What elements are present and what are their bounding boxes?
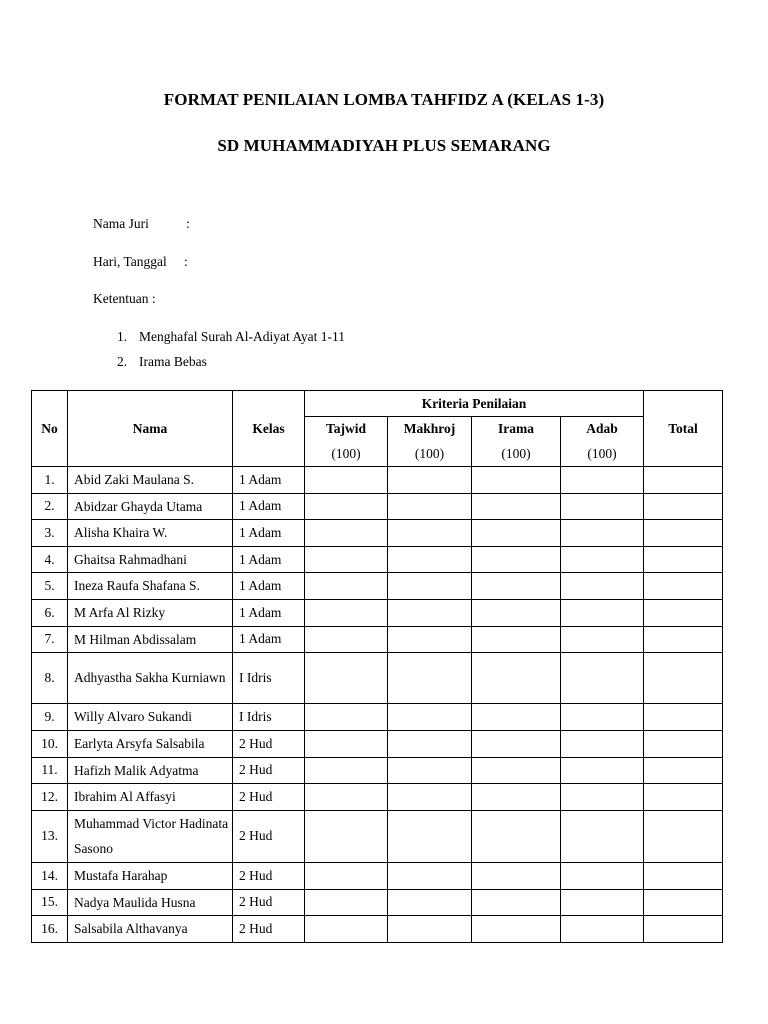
table-row [32, 546, 723, 573]
rule-text: Menghafal Surah Al-Adiyat Ayat 1-11 [139, 329, 345, 344]
score-adab-cell[interactable] [561, 626, 644, 653]
row-number: 8. [32, 653, 68, 704]
score-irama-cell[interactable] [472, 573, 561, 600]
score-irama-cell[interactable] [472, 862, 561, 889]
row-number: 12. [32, 784, 68, 811]
row-number: 16. [32, 916, 68, 943]
table-row [32, 493, 723, 520]
participant-name: Nadya Maulida Husna [68, 889, 233, 916]
participant-class: 1 Adam [233, 599, 305, 626]
judge-name-label: Nama Juri [93, 216, 149, 231]
score-tajwid-cell[interactable] [305, 520, 388, 547]
score-tajwid-cell[interactable] [305, 757, 388, 784]
score-tajwid-cell[interactable] [305, 467, 388, 494]
score-adab-cell[interactable] [561, 546, 644, 573]
score-tajwid-cell[interactable] [305, 916, 388, 943]
score-makhroj-cell[interactable] [388, 493, 472, 520]
rule-item [117, 329, 345, 345]
date-separator: : [184, 254, 188, 269]
judge-name-separator: : [186, 216, 190, 231]
participant-class: 2 Hud [233, 889, 305, 916]
score-makhroj-cell[interactable] [388, 730, 472, 757]
col-header-nama: Nama [68, 391, 233, 467]
score-irama-cell[interactable] [472, 626, 561, 653]
score-irama-cell[interactable] [472, 704, 561, 731]
score-irama-cell[interactable] [472, 467, 561, 494]
participant-name: Ineza Raufa Shafana S. [68, 573, 233, 600]
score-total-cell[interactable] [644, 573, 723, 600]
criteria-header-tajwid: Tajwid [305, 417, 388, 442]
participant-class: 1 Adam [233, 546, 305, 573]
score-makhroj-cell[interactable] [388, 704, 472, 731]
col-header-no: No [32, 391, 68, 467]
score-adab-cell[interactable] [561, 730, 644, 757]
score-makhroj-cell[interactable] [388, 889, 472, 916]
score-tajwid-cell[interactable] [305, 862, 388, 889]
participant-name: Adhyastha Sakha Kurniawn [68, 653, 233, 704]
document-title: FORMAT PENILAIAN LOMBA TAHFIDZ A (KELAS 1-3) [163, 90, 605, 109]
criteria-max-adab: (100) [561, 442, 644, 467]
participant-name: Abidzar Ghayda Utama [68, 493, 233, 520]
table-row [32, 520, 723, 547]
score-tajwid-cell[interactable] [305, 784, 388, 811]
score-makhroj-cell[interactable] [388, 467, 472, 494]
score-total-cell[interactable] [644, 862, 723, 889]
participant-class: 2 Hud [233, 916, 305, 943]
school-name: SD MUHAMMADIYAH PLUS SEMARANG [217, 136, 551, 155]
rule-text: Irama Bebas [139, 354, 207, 369]
score-tajwid-cell[interactable] [305, 599, 388, 626]
participant-name: Abid Zaki Maulana S. [68, 467, 233, 494]
score-irama-cell[interactable] [472, 916, 561, 943]
participant-class: I Idris [233, 704, 305, 731]
score-makhroj-cell[interactable] [388, 546, 472, 573]
score-adab-cell[interactable] [561, 573, 644, 600]
score-tajwid-cell[interactable] [305, 493, 388, 520]
table-row [32, 889, 723, 916]
participant-class: 2 Hud [233, 730, 305, 757]
participant-class: 2 Hud [233, 757, 305, 784]
row-number: 2. [32, 493, 68, 520]
score-makhroj-cell[interactable] [388, 599, 472, 626]
participant-name: M Arfa Al Rizky [68, 599, 233, 626]
criteria-max-tajwid: (100) [305, 442, 388, 467]
score-tajwid-cell[interactable] [305, 730, 388, 757]
score-total-cell[interactable] [644, 520, 723, 547]
participant-name: Salsabila Althavanya [68, 916, 233, 943]
score-irama-cell[interactable] [472, 730, 561, 757]
participant-class: 1 Adam [233, 467, 305, 494]
criteria-max-makhroj: (100) [388, 442, 472, 467]
judge-name-line [93, 216, 190, 232]
score-total-cell[interactable] [644, 810, 723, 862]
participant-class: 1 Adam [233, 493, 305, 520]
score-irama-cell[interactable] [472, 757, 561, 784]
score-adab-cell[interactable] [561, 784, 644, 811]
table-row [32, 704, 723, 731]
table-row [32, 810, 723, 862]
score-makhroj-cell[interactable] [388, 916, 472, 943]
score-adab-cell[interactable] [561, 810, 644, 862]
score-irama-cell[interactable] [472, 546, 561, 573]
row-number: 13. [32, 810, 68, 862]
score-total-cell[interactable] [644, 704, 723, 731]
score-total-cell[interactable] [644, 784, 723, 811]
row-number: 4. [32, 546, 68, 573]
table-row [32, 784, 723, 811]
col-header-kriteria: Kriteria Penilaian [305, 391, 644, 417]
table-row [32, 862, 723, 889]
table-row [32, 916, 723, 943]
score-makhroj-cell[interactable] [388, 757, 472, 784]
score-tajwid-cell[interactable] [305, 653, 388, 704]
score-tajwid-cell[interactable] [305, 889, 388, 916]
criteria-max-irama: (100) [472, 442, 561, 467]
participant-name: Ghaitsa Rahmadhani [68, 546, 233, 573]
score-adab-cell[interactable] [561, 704, 644, 731]
score-irama-cell[interactable] [472, 653, 561, 704]
score-total-cell[interactable] [644, 599, 723, 626]
score-tajwid-cell[interactable] [305, 573, 388, 600]
row-number: 5. [32, 573, 68, 600]
score-makhroj-cell[interactable] [388, 784, 472, 811]
score-makhroj-cell[interactable] [388, 520, 472, 547]
score-makhroj-cell[interactable] [388, 810, 472, 862]
participant-name: Muhammad Victor Hadinata Sasono [68, 810, 233, 862]
row-number: 9. [32, 704, 68, 731]
header-row [32, 391, 723, 417]
participant-name: Hafizh Malik Adyatma [68, 757, 233, 784]
row-number: 6. [32, 599, 68, 626]
score-adab-cell[interactable] [561, 916, 644, 943]
score-total-cell[interactable] [644, 493, 723, 520]
score-makhroj-cell[interactable] [388, 626, 472, 653]
table-row [32, 467, 723, 494]
score-adab-cell[interactable] [561, 653, 644, 704]
row-number: 1. [32, 467, 68, 494]
score-irama-cell[interactable] [472, 520, 561, 547]
criteria-header-irama: Irama [472, 417, 561, 442]
score-tajwid-cell[interactable] [305, 546, 388, 573]
criteria-header-adab: Adab [561, 417, 644, 442]
row-number: 15. [32, 889, 68, 916]
row-number: 3. [32, 520, 68, 547]
table-row [32, 626, 723, 653]
row-number: 7. [32, 626, 68, 653]
score-irama-cell[interactable] [472, 784, 561, 811]
row-number: 11. [32, 757, 68, 784]
score-adab-cell[interactable] [561, 467, 644, 494]
participant-class: I Idris [233, 653, 305, 704]
table-row [32, 573, 723, 600]
date-label: Hari, Tanggal [93, 254, 167, 269]
participant-class: 1 Adam [233, 520, 305, 547]
table-row [32, 757, 723, 784]
participant-class: 1 Adam [233, 573, 305, 600]
score-irama-cell[interactable] [472, 810, 561, 862]
score-makhroj-cell[interactable] [388, 573, 472, 600]
score-adab-cell[interactable] [561, 493, 644, 520]
score-total-cell[interactable] [644, 757, 723, 784]
participant-class: 2 Hud [233, 810, 305, 862]
participant-name: Mustafa Harahap [68, 862, 233, 889]
participant-class: 2 Hud [233, 862, 305, 889]
score-adab-cell[interactable] [561, 757, 644, 784]
score-total-cell[interactable] [644, 916, 723, 943]
participant-class: 1 Adam [233, 626, 305, 653]
rule-item [117, 354, 207, 370]
row-number: 10. [32, 730, 68, 757]
score-table [31, 390, 723, 943]
score-adab-cell[interactable] [561, 889, 644, 916]
participant-class: 2 Hud [233, 784, 305, 811]
score-total-cell[interactable] [644, 730, 723, 757]
rules-heading: Ketentuan : [93, 291, 156, 306]
score-irama-cell[interactable] [472, 889, 561, 916]
participant-name: M Hilman Abdissalam [68, 626, 233, 653]
score-tajwid-cell[interactable] [305, 810, 388, 862]
score-adab-cell[interactable] [561, 599, 644, 626]
rule-number: 1. [117, 329, 128, 344]
score-total-cell[interactable] [644, 546, 723, 573]
score-makhroj-cell[interactable] [388, 653, 472, 704]
score-adab-cell[interactable] [561, 862, 644, 889]
score-total-cell[interactable] [644, 626, 723, 653]
date-line [93, 254, 188, 270]
score-total-cell[interactable] [644, 653, 723, 704]
score-adab-cell[interactable] [561, 520, 644, 547]
criteria-header-makhroj: Makhroj [388, 417, 472, 442]
score-total-cell[interactable] [644, 467, 723, 494]
score-total-cell[interactable] [644, 889, 723, 916]
score-tajwid-cell[interactable] [305, 704, 388, 731]
col-header-kelas: Kelas [233, 391, 305, 467]
col-header-total: Total [644, 391, 723, 467]
score-irama-cell[interactable] [472, 599, 561, 626]
score-irama-cell[interactable] [472, 493, 561, 520]
participant-name: Willy Alvaro Sukandi [68, 704, 233, 731]
table-row [32, 730, 723, 757]
rule-number: 2. [117, 354, 128, 369]
table-row [32, 599, 723, 626]
score-makhroj-cell[interactable] [388, 862, 472, 889]
row-number: 14. [32, 862, 68, 889]
score-tajwid-cell[interactable] [305, 626, 388, 653]
table-row [32, 653, 723, 704]
participant-name: Ibrahim Al Affasyi [68, 784, 233, 811]
participant-name: Alisha Khaira W. [68, 520, 233, 547]
participant-name: Earlyta Arsyfa Salsabila [68, 730, 233, 757]
